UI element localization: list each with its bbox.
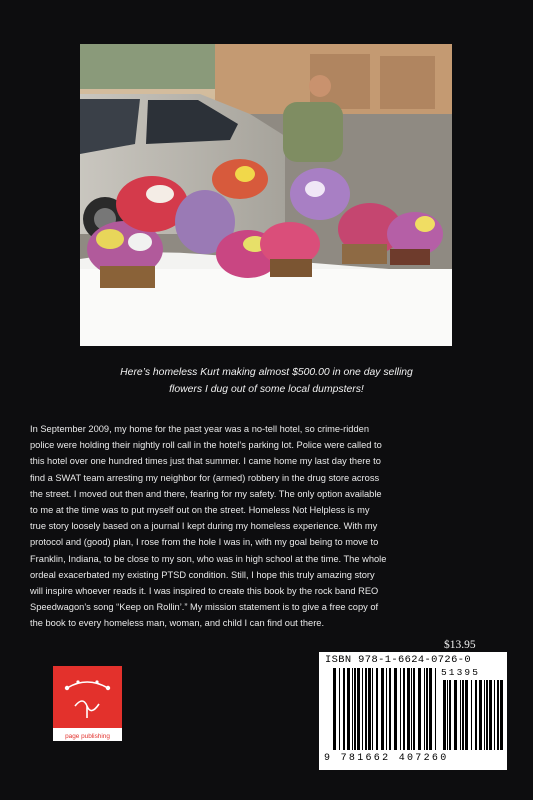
book-description [30,421,506,632]
barcode-bar [443,680,446,750]
barcode-bar [471,680,472,750]
barcode-bar [465,680,468,750]
description-line: find a SWAT team arresting my neighbor for (armed) robbery in the drug store across [30,472,380,483]
barcode-bar [400,668,401,750]
barcode-bar [424,668,425,750]
barcode-bar [339,668,340,750]
barcode-bar [494,680,495,750]
description-line: will inspire whoever reads it. I was inspired to create this book by the rock band REO [30,586,379,597]
barcode-bar [479,680,482,750]
barcode-bar [372,668,373,750]
ean-digits: 9 781662 407260 [324,753,449,764]
caption-line-1: Here’s homeless Kurt making almost $500.00 in one day selling [120,367,413,378]
barcode-bar [357,668,360,750]
barcode-bar [386,668,387,750]
barcode-bar [376,668,378,750]
barcode-bar [381,668,384,750]
barcode-bar [343,668,345,750]
barcode-bar [352,668,353,750]
barcode-bar [435,668,436,750]
barcode-bar [418,668,421,750]
barcode-bar [362,668,363,750]
description-line: this hotel over one hundred times just that summer. I came home my last day there to [30,456,381,467]
price-label: $13.95 [444,639,476,651]
barcode-bar [475,680,477,750]
barcode-bar [500,680,503,750]
barcode-bar [413,668,415,750]
barcode-bar [368,668,371,750]
barcode-bar [389,668,391,750]
photo-kurt-selling-flowers [80,44,452,346]
addon-digits: 51395 [441,667,481,678]
barcode-bar [497,680,499,750]
barcode-bar [403,668,405,750]
barcode-bar [354,668,356,750]
description-line: protocol and (good) plan, I rose from the hole I was in, with my goal being to move to [30,537,379,548]
barcode-bar [460,680,461,750]
description-line: police were holding their nightly roll call in the hotel’s parking lot. Police were called to [30,440,382,451]
barcode-bar [449,680,451,750]
barcode-bar [447,680,448,750]
description-line: the street. I moved out then and there, fearing for my safety. The only option available [30,488,382,499]
barcode-bar [486,680,488,750]
isbn-barcode [319,652,507,770]
barcode-bar [333,668,336,750]
publisher-logo [53,666,122,741]
isbn-text: ISBN 978-1-6624-0726-0 [325,654,471,666]
barcode-bar [484,680,485,750]
barcode-bar [411,668,412,750]
barcode-bar [365,668,367,750]
barcode-bar [429,668,432,750]
page-publishing-logo-icon [53,666,122,741]
barcode-bar [407,668,410,750]
description-line: In September 2009, my home for the past year was a no-tell hotel, so crime-ridden [30,424,369,434]
barcode-bar [489,680,492,750]
publisher-name: page publishing [65,733,110,740]
photo-caption [0,364,533,398]
barcode-bar [454,680,457,750]
barcode-bar [394,668,397,750]
description-line: the book to every homeless man, woman, and child I can find out there. [30,618,325,629]
barcode-bar [426,668,428,750]
description-line: true story loosely based on a journal I kept during my homeless experience. With my [30,521,378,532]
description-line: ordeal exacerbated my existing PTSD condition. Still, I hope this truly amazing story [30,569,375,580]
caption-line-2: flowers I dug out of some local dumpsters! [169,384,364,395]
cover-photo [80,44,452,346]
barcode-bar [462,680,464,750]
barcode-bar [347,668,350,750]
description-line: Franklin, Indiana, to be close to my son, who was in high school at the time. The whole [30,553,387,564]
description-line: Speedwagon’s song “Keep on Rollin’.” My mission statement is to give a free copy of [30,602,379,613]
description-line: to me at the time was to put myself out on the street. Homeless Not Helpless is my [30,505,370,516]
